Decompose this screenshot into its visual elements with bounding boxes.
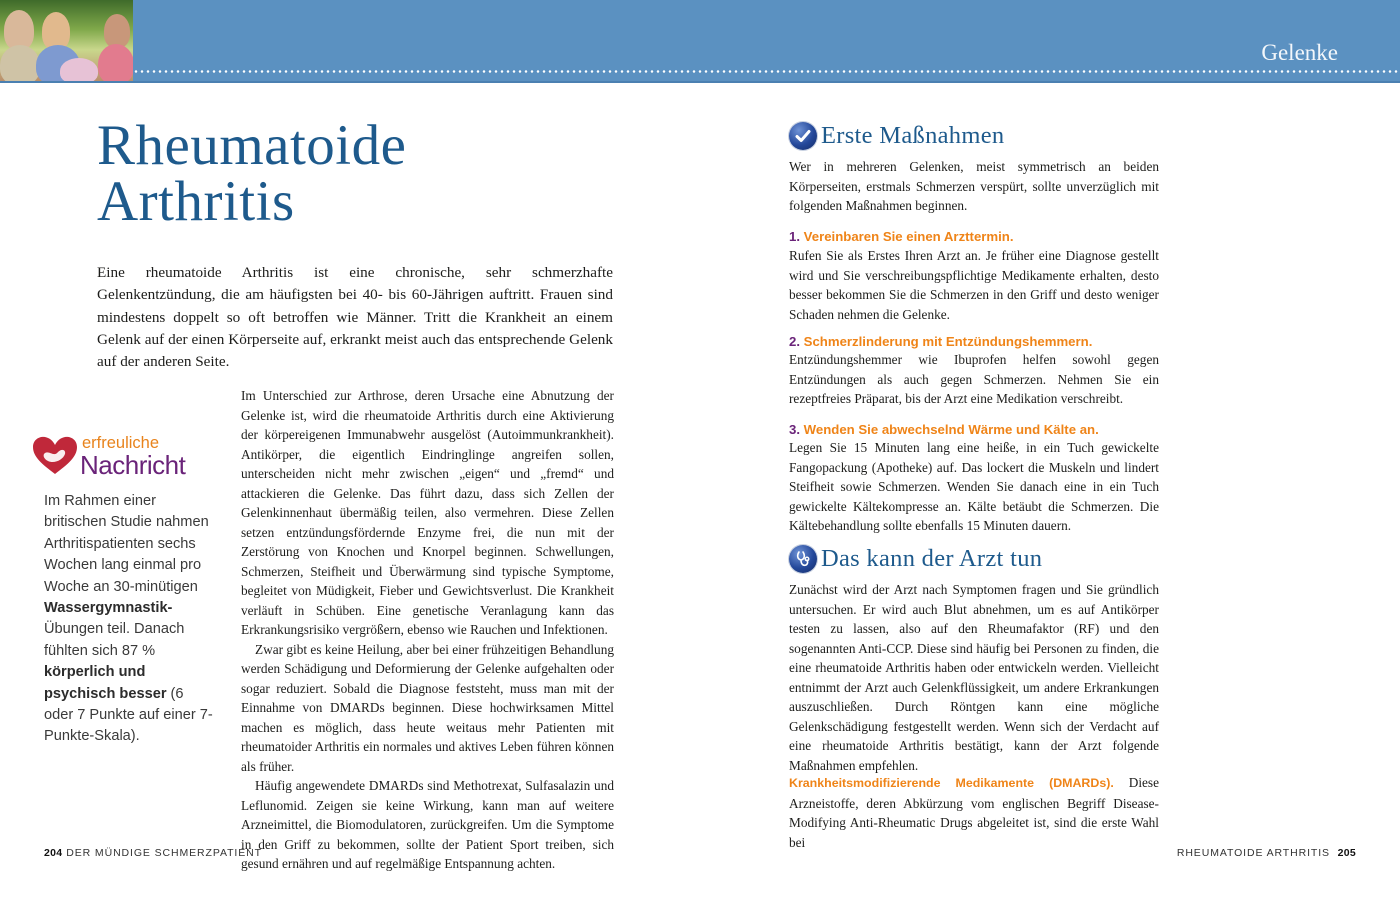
section-title: Gelenke [1261,40,1338,65]
step-1-text: Rufen Sie als Erstes Ihren Arzt an. Je früher eine Diagnose gestellt wird und Sie verschreibungspflichtige Medikamente erhalten, desto besser bekommen Sie die Schmerzen in den Griff und desto weniger Schaden nehmen die Gelenke. [789,248,1159,322]
stethoscope-icon [789,545,817,573]
first-measures-intro: Wer in mehreren Gelenken, meist symmetrisch an beiden Körperseiten, erstmals Schmerzen verspürt, sollte unverzüglich mit folgenden Maßnahmen beginnen. [789,159,1159,213]
photo-person-1 [4,10,34,50]
good-news-text [44,491,214,748]
doctor-heading [789,545,1042,573]
title-line-1: Rheumatoide [97,114,407,177]
photo-person-1-body [0,45,40,83]
running-title-right: RHEUMATOIDE ARTHRITIS [1176,847,1330,859]
good-news-text-part: Übungen teil. Danach fühlten sich 87 % [44,621,185,659]
step-2-title [789,334,1092,349]
title-line-2: Arthritis [97,170,295,233]
heart-icon [32,436,78,476]
footer-right [1177,847,1356,859]
page-number-left: 204 [44,847,63,859]
good-news-text-bold: körperlich und psychisch besser [44,664,167,702]
step-3-title [789,422,1099,437]
step-2-text: Entzündungshemmer wie Ibuprofen helfen sowohl gegen Entzündungen als auch gegen Schmerzen. Nehmen Sie ein rezeptfreies Präparat, bis der Arzt eine Medikation verschreibt. [789,352,1159,406]
first-measures-heading [789,122,1004,150]
step-3-number: 3. [789,422,800,437]
step-3-label: Wenden Sie abwechselnd Wärme und Kälte an. [803,422,1099,437]
step-1-number: 1. [789,229,800,244]
dmards-lead: Krankheitsmodifizierende Medikamente (DMARDs). [789,776,1114,790]
good-news-text-part: Im Rahmen einer britischen Studie nahmen Arthritispatienten sechs Wochen lang einmal pro Woche an 30-minütigen [44,493,209,595]
body-paragraph: Zwar gibt es keine Heilung, aber bei einer frühzeitigen Behandlung werden Schädigung und Deformierung der Gelenke aufgehalten oder sogar reduziert. Sobald die Diagnose feststeht, muss man mit der Einnahme von DMARDs beginnen. Diese hochwirksamen Mittel machen es möglich, dass heute weitaus mehr Patienten mit rheumatoider Arthritis ein normales und aktives Leben führen können als früher. [241,641,614,774]
good-news-kicker: erfreuliche [82,434,160,452]
body-paragraph: Häufig angewendete DMARDs sind Methotrexat, Sulfasalazin und Leflunomid. Zeigen sie keine Wirkung, kann man auf weitere Arzneimittel, die Biomodulatoren, zurückgreifen. Um die Symptome in den Griff zu bekommen, sollte der Patient Sport treiben, sich gesund ernähren und auf regelmäßige Entspannung achten. [241,778,614,871]
dotted-rule [133,70,1400,73]
good-news-heading: Nachricht [80,450,186,480]
footer-left [44,847,262,859]
doctor-title: Das kann der Arzt tun [821,545,1043,572]
header-photo [0,0,133,83]
photo-person-3-body [98,44,133,83]
step-2-label: Schmerzlinderung mit Entzündungshemmern. [803,334,1093,349]
step-1-title [789,229,1014,244]
page-number-right: 205 [1337,847,1356,859]
intro-paragraph: Eine rheumatoide Arthritis ist eine chronische, sehr schmerzhafte Gelenkentzündung, die am häufigsten bei 40- bis 60-Jährigen auftritt. Frauen sind mindestens doppelt so oft betroffen wie Männer. Tritt die Krankheit an einem Gelenk auf der einen Körperseite auf, erkrankt meist auch das entsprechende Gelenk auf der anderen Seite. [97,264,613,371]
good-news-text-bold: Wassergymnastik- [44,600,173,617]
doctor-text: Zunächst wird der Arzt nach Symptomen fragen und Sie gründlich untersuchen. Er wird auch Blut abnehmen, um es auf Antikörper testen zu lassen, also auf den Rheumafaktor (RF) und den sogenannten Anti-CCP. Diese sind häufig bei Personen zu finden, die eine rheumatoide Arthritis haben oder entwickeln werden. Vielleicht entnimmt der Arzt auch Gelenkflüssigkeit, um andere Erkrankungen auszuschließen. Durch Röntgen kann eine mögliche Gelenkschädigung festgestellt werden. Wenn sich der Verdacht auf eine rheumatoide Arthritis bestätigt, kann der Arzt folgende Maßnahmen empfehlen. [789,582,1159,773]
body-column [241,386,614,874]
step-1-label: Vereinbaren Sie einen Arzttermin. [803,229,1014,244]
good-news-text-part: (6 oder 7 Punkte auf einer 7-Punkte-Skala). [44,685,213,745]
band-divider [0,81,1400,83]
first-measures-title: Erste Maßnahmen [821,122,1005,149]
step-3-text: Legen Sie 15 Minuten lang eine heiße, in ein Tuch gewickelte Fangopackung (Apotheke) auf. Das lockert die Muskeln und lindert Steifheit sowie Schmerzen. Wenden Sie danach eine in ein Tuch gewickelte Kältekompresse an. Kälte betäubt die Schmerzen. Die Kältebehandlung sollte ebenfalls 15 Minuten dauern. [789,440,1159,533]
running-title-left: DER MÜNDIGE SCHMERZPATIENT [66,847,262,859]
photo-person-3 [104,14,130,48]
header-band [0,0,1400,83]
photo-flowers [60,58,98,83]
page-title [97,114,407,233]
checkmark-icon [789,122,817,150]
step-2-number: 2. [789,334,800,349]
dmards-text: Diese Arzneistoffe, deren Abkürzung vom englischen Begriff Disease-Modifying Anti-Rheumatic Drugs abgeleitet ist, sind die erste Wahl bei [789,775,1159,850]
dmards-paragraph [789,773,1159,852]
body-paragraph: Im Unterschied zur Arthrose, deren Ursache eine Abnutzung der Gelenke ist, wird die rheumatoide Arthritis durch eine Aktivierung der körpereigenen Immunabwehr ausgelöst (Autoimmunkrankheit). Antikörper, die eigentlich Eindringlinge angreifen sollen, unterscheiden nicht mehr zwischen „eigen“ und „fremd“ und attackieren die Gelenke. Das führt dazu, dass sich Zellen der Gelenkinnenhaut übermäßig teilen, also vermehren. Diese Zellen setzen entzündungsfördernde Enzyme frei, die nun mit der Zerstörung von Knochen und Knorpel beginnen. Schwellungen, Schmerzen, Steifheit und Überwärmung sind typische Symptome, begleitet von Müdigkeit, Fieber und Gewichtsverlust. Die Krankheit verläuft in Schüben. Eine genetische Veranlagung kann das Erkrankungsrisiko vergrößern, ebenso wie Rauchen und Infektionen. [241,388,614,637]
good-news-header [32,434,212,482]
